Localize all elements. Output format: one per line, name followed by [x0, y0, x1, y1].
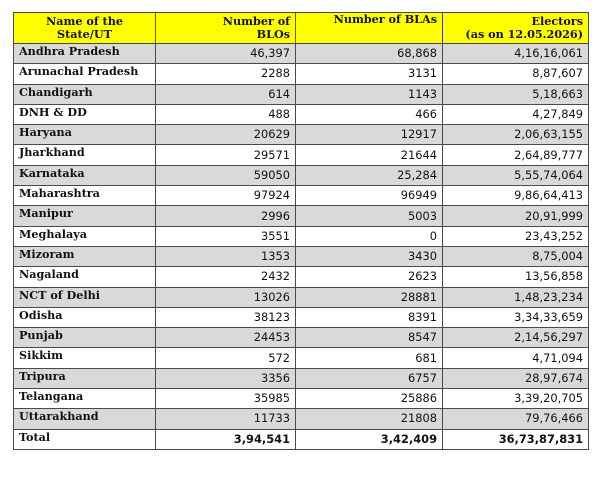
table-row: [14, 104, 589, 124]
state-name-cell: DNH & DD: [14, 104, 156, 124]
state-name-cell: Maharashtra: [14, 186, 156, 206]
electors-cell: 4,16,16,061: [443, 44, 589, 64]
table-row: [14, 145, 589, 165]
blos-cell: 97924: [156, 186, 296, 206]
state-name-cell: Telangana: [14, 389, 156, 409]
table-row: [14, 389, 589, 409]
blas-cell: 96949: [296, 186, 443, 206]
state-name-cell: Punjab: [14, 328, 156, 348]
blos-cell: 29571: [156, 145, 296, 165]
state-name-cell: Uttarakhand: [14, 409, 156, 429]
table-row: [14, 44, 589, 64]
blas-cell: 12917: [296, 125, 443, 145]
blos-cell: 11733: [156, 409, 296, 429]
table-row: [14, 307, 589, 327]
electors-cell: 20,91,999: [443, 206, 589, 226]
header-blas: [296, 13, 443, 44]
state-name-cell: Sikkim: [14, 348, 156, 368]
header-blas-label: Number of BLAs: [333, 12, 437, 26]
blos-cell: 2432: [156, 267, 296, 287]
electors-cell: 8,87,607: [443, 64, 589, 84]
header-blos: [156, 13, 296, 44]
state-name-cell: Nagaland: [14, 267, 156, 287]
blos-cell: 572: [156, 348, 296, 368]
state-name-cell: Chandigarh: [14, 84, 156, 104]
state-name-cell: Meghalaya: [14, 226, 156, 246]
state-name-cell: Karnataka: [14, 165, 156, 185]
blas-cell: 21808: [296, 409, 443, 429]
blas-cell: 681: [296, 348, 443, 368]
electors-cell: 9,86,64,413: [443, 186, 589, 206]
electors-cell: 8,75,004: [443, 246, 589, 266]
state-name-cell: Tripura: [14, 368, 156, 388]
table-row: [14, 287, 589, 307]
state-name-cell: Mizoram: [14, 246, 156, 266]
blos-cell: 24453: [156, 328, 296, 348]
blas-cell: 25,284: [296, 165, 443, 185]
blas-cell: 6757: [296, 368, 443, 388]
total-label-cell: Total: [14, 429, 156, 449]
blas-cell: 2623: [296, 267, 443, 287]
header-electors-line1: Electors: [531, 14, 583, 28]
blas-cell: 1143: [296, 84, 443, 104]
electors-cell: 2,06,63,155: [443, 125, 589, 145]
blas-cell: 5003: [296, 206, 443, 226]
table-row: [14, 165, 589, 185]
table-header: [14, 13, 589, 44]
electors-cell: 2,14,56,297: [443, 328, 589, 348]
table-row: [14, 348, 589, 368]
blos-cell: 1353: [156, 246, 296, 266]
document-page: [13, 12, 588, 450]
table-row: [14, 186, 589, 206]
table-row: [14, 246, 589, 266]
state-name-cell: Jharkhand: [14, 145, 156, 165]
blos-cell: 13026: [156, 287, 296, 307]
state-name-cell: NCT of Delhi: [14, 287, 156, 307]
header-blos-line2: BLOs: [256, 27, 290, 41]
table-row: [14, 368, 589, 388]
header-blos-line1: Number of: [222, 14, 290, 28]
blos-cell: 20629: [156, 125, 296, 145]
electors-cell: 79,76,466: [443, 409, 589, 429]
state-name-cell: Arunachal Pradesh: [14, 64, 156, 84]
table-row: [14, 64, 589, 84]
electors-cell: 2,64,89,777: [443, 145, 589, 165]
blas-cell: 8547: [296, 328, 443, 348]
blas-cell: 3131: [296, 64, 443, 84]
state-name-cell: Andhra Pradesh: [14, 44, 156, 64]
total-row: [14, 429, 589, 449]
blos-cell: 35985: [156, 389, 296, 409]
blas-cell: 0: [296, 226, 443, 246]
blos-cell: 3551: [156, 226, 296, 246]
electors-cell: 3,39,20,705: [443, 389, 589, 409]
header-electors-line2: (as on 12.05.2026): [465, 27, 583, 41]
state-name-cell: Haryana: [14, 125, 156, 145]
state-name-cell: Manipur: [14, 206, 156, 226]
table-row: [14, 409, 589, 429]
table-body: [14, 44, 589, 450]
blas-cell: 8391: [296, 307, 443, 327]
blas-cell: 3430: [296, 246, 443, 266]
blas-cell: 28881: [296, 287, 443, 307]
total-blas-cell: 3,42,409: [296, 429, 443, 449]
table-row: [14, 206, 589, 226]
table-row: [14, 226, 589, 246]
table-row: [14, 125, 589, 145]
blos-cell: 614: [156, 84, 296, 104]
header-state-name-line2: State/UT: [57, 27, 112, 41]
total-blos-cell: 3,94,541: [156, 429, 296, 449]
header-electors: [443, 13, 589, 44]
electors-cell: 3,34,33,659: [443, 307, 589, 327]
blos-cell: 59050: [156, 165, 296, 185]
electors-cell: 5,18,663: [443, 84, 589, 104]
header-state-name: [14, 13, 156, 44]
header-row: [14, 13, 589, 44]
header-state-name-line1: Name of the: [46, 14, 123, 28]
table-row: [14, 267, 589, 287]
blos-cell: 2288: [156, 64, 296, 84]
electors-table: [13, 12, 589, 450]
blas-cell: 25886: [296, 389, 443, 409]
electors-cell: 5,55,74,064: [443, 165, 589, 185]
electors-cell: 23,43,252: [443, 226, 589, 246]
blas-cell: 68,868: [296, 44, 443, 64]
blos-cell: 3356: [156, 368, 296, 388]
electors-cell: 13,56,858: [443, 267, 589, 287]
blas-cell: 466: [296, 104, 443, 124]
electors-cell: 1,48,23,234: [443, 287, 589, 307]
electors-cell: 4,71,094: [443, 348, 589, 368]
electors-cell: 4,27,849: [443, 104, 589, 124]
blos-cell: 488: [156, 104, 296, 124]
electors-cell: 28,97,674: [443, 368, 589, 388]
total-electors-cell: 36,73,87,831: [443, 429, 589, 449]
blos-cell: 38123: [156, 307, 296, 327]
blas-cell: 21644: [296, 145, 443, 165]
blos-cell: 2996: [156, 206, 296, 226]
state-name-cell: Odisha: [14, 307, 156, 327]
table-row: [14, 84, 589, 104]
blos-cell: 46,397: [156, 44, 296, 64]
table-row: [14, 328, 589, 348]
